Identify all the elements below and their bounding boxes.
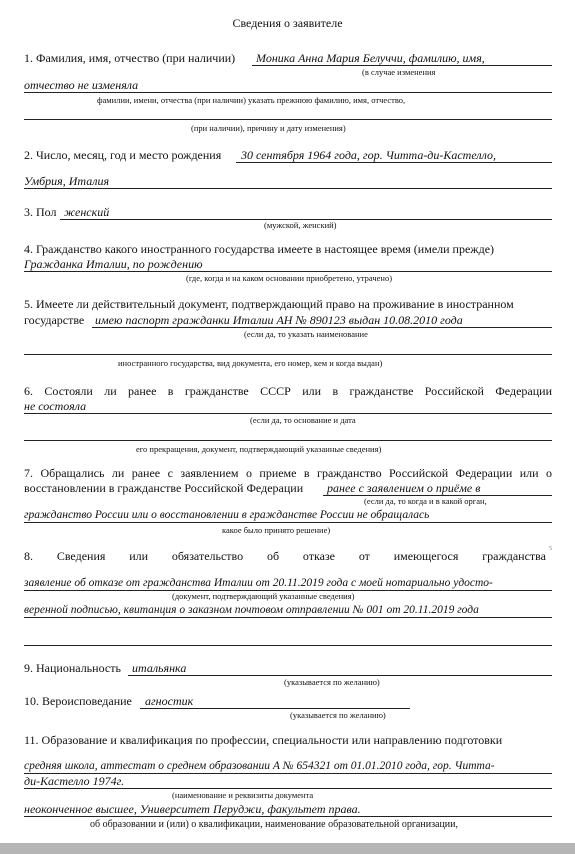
s3-label: 3. Пол (24, 205, 57, 219)
s1-value1: Моника Анна Мария Белуччи, фамилию, имя, (256, 51, 485, 65)
line (92, 327, 552, 328)
s7-label2: восстановлении в гражданстве Российской Федерации (24, 481, 304, 495)
s9-cap: (указывается по желанию) (284, 677, 380, 687)
s7-cap2: какое было принято решение) (222, 525, 331, 535)
line (24, 816, 552, 817)
s8-cap1: (документ, подтверждающий указанные сведения) (172, 591, 355, 601)
line (24, 92, 552, 93)
s8-footnote: 5 (549, 546, 552, 552)
s8-value1: заявление об отказе от гражданства Италии от 20.11.2019 года с моей нотариально удосто- (24, 577, 493, 589)
line (24, 645, 552, 646)
s7-cap1: (если да, то когда и в какой орган, (364, 496, 487, 506)
s2-label: 2. Число, месяц, год и место рождения (24, 148, 222, 162)
s2-value2: Умбрия, Италия (24, 174, 110, 188)
s5-cap2: иностранного государства, вид документа, его номер, кем и когда выдан) (118, 358, 383, 368)
line (24, 440, 552, 441)
s7-label1: 7. Обращались ли ранее с заявлением о приеме в гражданство Российской Федерации или о (24, 466, 552, 480)
s3-cap: (мужской, женский) (264, 220, 337, 230)
line (24, 617, 552, 618)
s9-label: 9. Национальность (24, 661, 121, 675)
line (24, 788, 552, 789)
s9-value: итальянка (132, 661, 187, 675)
line (24, 119, 552, 120)
line (24, 413, 552, 414)
line (252, 65, 552, 66)
s10-cap: (указывается по желанию) (290, 710, 386, 720)
s7-value1: ранее с заявлением о приёме в (327, 481, 481, 495)
line (236, 162, 552, 163)
s5-value: имею паспорт гражданки Италии АН № 890123 выдан 10.08.2010 года (95, 313, 463, 327)
s8-value2: веренной подписью, квитанция о заказном почтовом отправлении № 001 от 20.11.2019 года (24, 604, 479, 616)
s6-value: не состояла (24, 399, 87, 413)
line (24, 354, 552, 355)
line (24, 522, 552, 523)
s1-value2: отчество не изменяла (24, 78, 139, 92)
s11-value1: средняя школа, аттестат о среднем образовании А № 654321 от 01.01.2010 года, гор. Читта- (24, 760, 495, 772)
s4-cap: (где, когда и на каком основании приобретено, утрачено) (186, 273, 393, 283)
s2-value1: 30 сентября 1964 года, гор. Читта-ди-Кастелло, (241, 148, 496, 162)
s11-label: 11. Образование и квалификация по профессии, специальности или направлению подготовки (24, 733, 503, 747)
s11-value2: ди-Кастелло 1974г. (24, 774, 125, 788)
line (140, 708, 410, 709)
s1-cap1: (в случае изменения (362, 67, 436, 77)
line (128, 675, 552, 676)
s4-value: Гражданка Италии, по рождению (24, 257, 203, 271)
s6-cap2: его прекращения, документ, подтверждающий указанные сведения) (136, 444, 382, 454)
s6-label: 6. Состояли ли ранее в гражданстве СССР или в гражданстве Российской Федерации (24, 384, 552, 398)
s11-cap1: (наименование и реквизиты документа (172, 790, 314, 800)
scrollbar[interactable] (0, 843, 575, 854)
line (24, 188, 552, 189)
s3-value: женский (64, 205, 110, 219)
s1-cap3: (при наличии), причину и дату изменения) (191, 123, 346, 133)
s7-value2: гражданство России или о восстановлении в гражданстве России не обращалась (24, 509, 430, 521)
page-title: Сведения о заявителе (232, 16, 343, 30)
s5-label2: государстве (24, 313, 85, 327)
s4-label: 4. Гражданство какого иностранного государства имеете в настоящее время (имели прежде) (24, 242, 495, 256)
s6-cap1: (если да, то основание и дата (250, 415, 356, 425)
s5-label1: 5. Имеете ли действительный документ, подтверждающий право на проживание в иностранном (24, 297, 514, 311)
s5-cap1: (если да, то указать наименование (244, 329, 368, 339)
s1-cap2: фамилии, имени, отчества (при наличии) указать прежнюю фамилию, имя, отчество, (97, 95, 406, 105)
s11-value3: неоконченное высшее, Университет Перуджи, факультет права. (24, 802, 361, 816)
s1-label: 1. Фамилия, имя, отчество (при наличии) (24, 51, 236, 65)
s11-cap2: об образовании и (или) о квалификации, наименование образовательной организации, (90, 819, 459, 830)
s10-value: агностик (145, 694, 194, 708)
s10-label: 10. Вероисповедание (24, 694, 132, 708)
line (24, 271, 552, 272)
s8-label: 8. Сведения или обязательство об отказе от имеющегося гражданства (24, 549, 546, 563)
